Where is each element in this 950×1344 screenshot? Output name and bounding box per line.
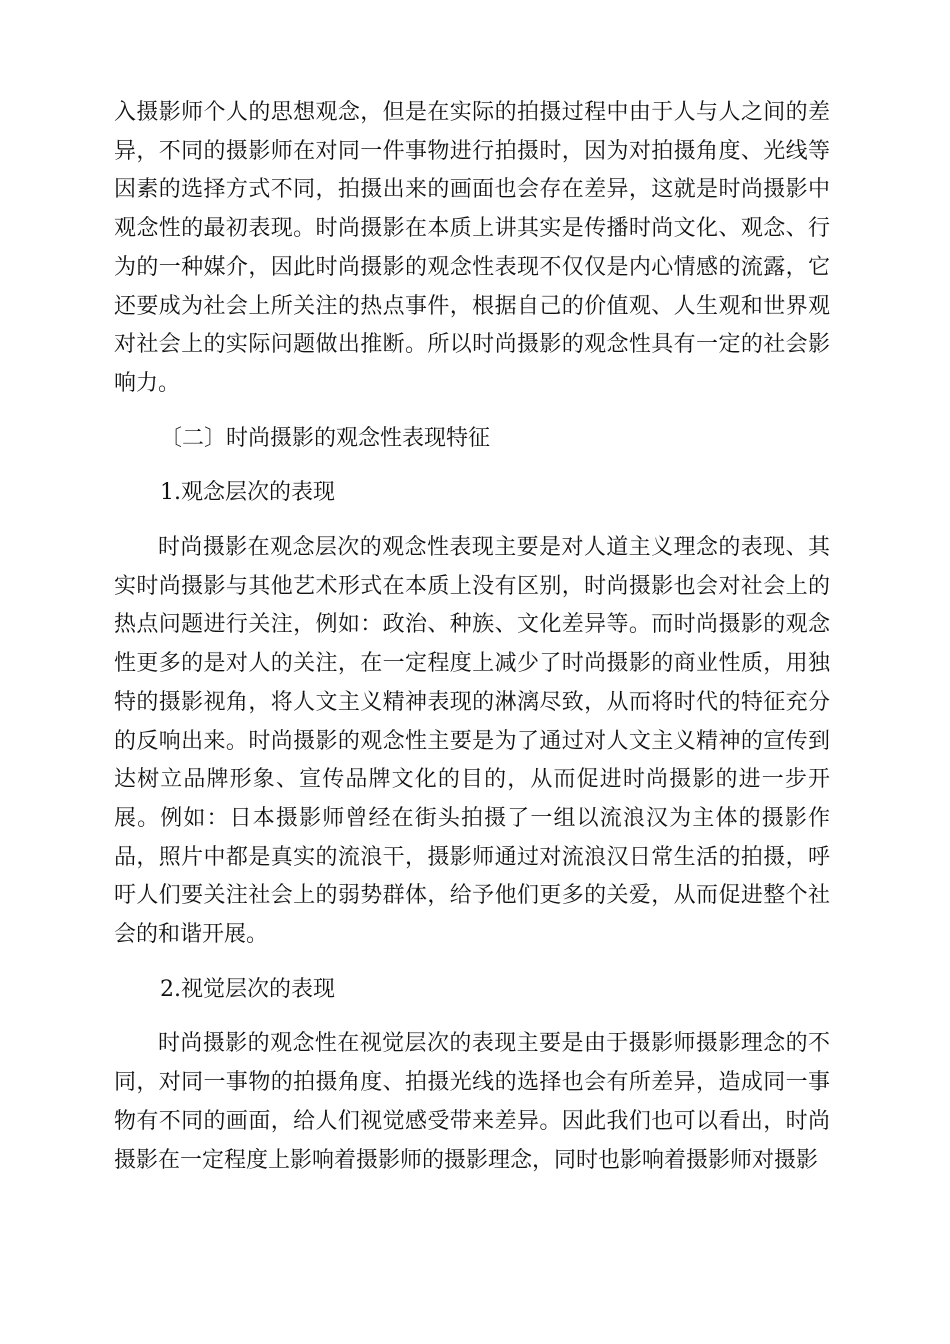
subsection-heading-1: 1.观念层次的表现 [160, 480, 335, 506]
section-heading: 〔二〕时尚摄影的观念性表现特征 [160, 425, 491, 451]
paragraph-visual-level: 时尚摄影的观念性在视觉层次的表现主要是由于摄影师摄影理念的不同，对同一事物的拍摄角度、拍摄光线的选择也会有所差异，造成同一事物有不同的画面，给人们视觉感受带来差异。因此我们也可以看出，时尚摄影在一定程度上影响着摄影师的摄影理念，同时也影响着摄影师对摄影 [114, 1031, 830, 1173]
spacer [114, 1009, 830, 1025]
paragraph-continued: 入摄影师个人的思想观念，但是在实际的拍摄过程中由于人与人之间的差异，不同的摄影师在对同一件事物进行拍摄时，因为对拍摄角度、光线等因素的选择方式不同，拍摄出来的画面也会存在差异，这就是时尚摄影中观念性的最初表现。时尚摄影在本质上讲其实是传播时尚文化、观念、行为的一种媒介，因此时尚摄影的观念性表现不仅仅是内心情感的流露，它还要成为社会上所关注的热点事件，根据自己的价值观、人生观和世界观对社会上的实际问题做出推断。所以时尚摄影的观念性具有一定的社会影响力。 [114, 100, 830, 396]
spacer [114, 513, 830, 529]
spacer [114, 955, 830, 971]
spacer [114, 458, 830, 474]
paragraph-concept-level: 时尚摄影在观念层次的观念性表现主要是对人道主义理念的表现、其实时尚摄影与其他艺术形式在本质上没有区别，时尚摄影也会对社会上的热点问题进行关注，例如：政治、种族、文化差异等。而时尚摄影的观念性更多的是对人的关注，在一定程度上减少了时尚摄影的商业性质，用独特的摄影视角，将人文主义精神表现的淋漓尽致，从而将时代的特征充分的反响出来。时尚摄影的观念性主要是为了通过对人文主义精神的宣传到达树立品牌形象、宣传品牌文化的目的，从而促进时尚摄影的进一步开展。例如：日本摄影师曾经在街头拍摄了一组以流浪汉为主体的摄影作品，照片中都是真实的流浪干，摄影师通过对流浪汉日常生活的拍摄，呼吁人们要关注社会上的弱势群体，给予他们更多的关爱，从而促进整个社会的和谐开展。 [114, 535, 830, 948]
document-page [114, 94, 830, 1180]
spacer [114, 404, 830, 420]
subsection-heading-2: 2.视觉层次的表现 [160, 976, 335, 1002]
